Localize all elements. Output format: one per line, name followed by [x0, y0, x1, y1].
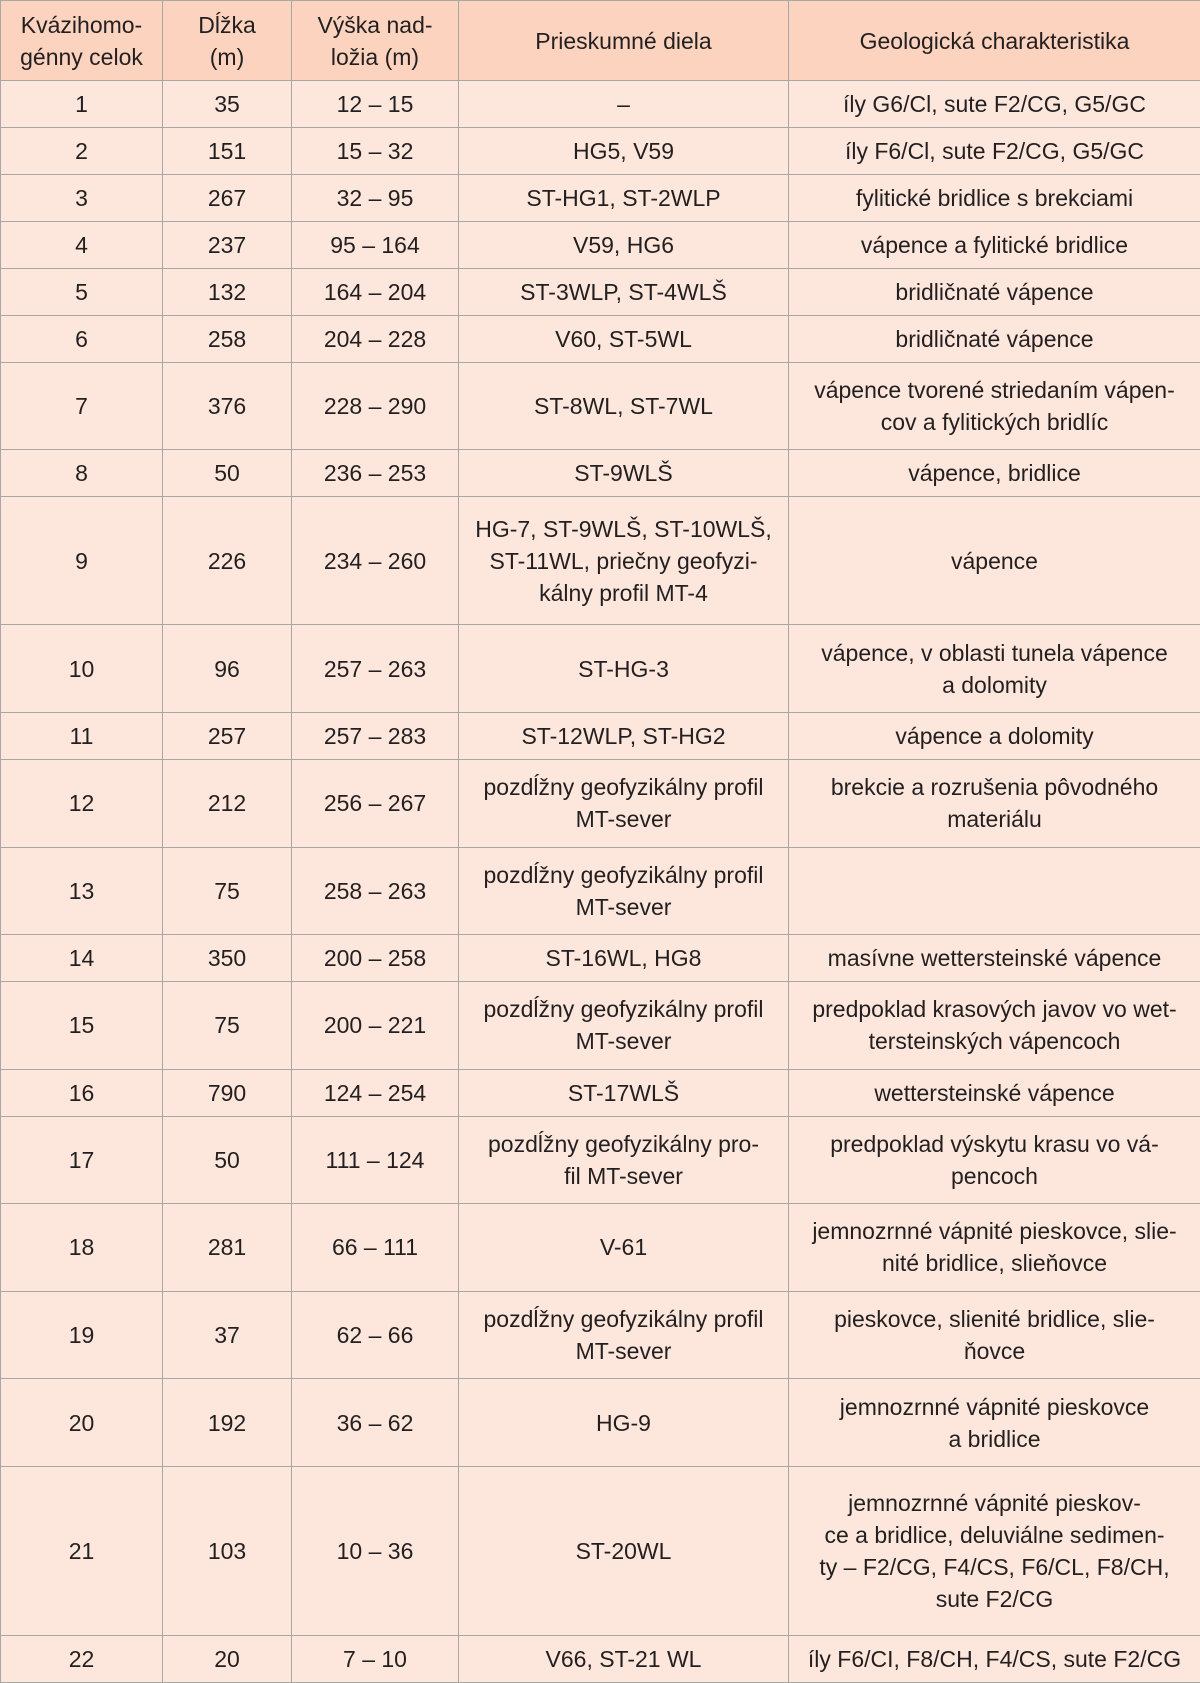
- cell-geological-characteristics: vápence tvorené striedaním vápen- cov a fylitických bridlíc: [789, 362, 1200, 450]
- cell-geological-characteristics: bridličnaté vápence: [789, 268, 1200, 315]
- cell-unit-number: 14: [1, 935, 163, 982]
- cell-overburden-height: 257 – 283: [292, 713, 459, 760]
- cell-overburden-height: 95 – 164: [292, 221, 459, 268]
- cell-overburden-height: 228 – 290: [292, 362, 459, 450]
- cell-exploration-works: ST-3WLP, ST-4WLŠ: [459, 268, 789, 315]
- cell-geological-characteristics: vápence a fylitické bridlice: [789, 221, 1200, 268]
- table-row: [1, 759, 1200, 847]
- cell-geological-characteristics: íly G6/Cl, sute F2/CG, G5/GC: [789, 81, 1200, 128]
- cell-overburden-height: 256 – 267: [292, 759, 459, 847]
- cell-length: 376: [163, 362, 292, 450]
- table-row: [1, 1204, 1200, 1292]
- cell-length: 50: [163, 450, 292, 497]
- cell-geological-characteristics: bridličnaté vápence: [789, 315, 1200, 362]
- cell-unit-number: 7: [1, 362, 163, 450]
- cell-exploration-works: ST-12WLP, ST-HG2: [459, 713, 789, 760]
- table-row: [1, 982, 1200, 1070]
- cell-exploration-works: V60, ST-5WL: [459, 315, 789, 362]
- table-row: [1, 497, 1200, 625]
- cell-unit-number: 12: [1, 759, 163, 847]
- cell-overburden-height: 12 – 15: [292, 81, 459, 128]
- cell-geological-characteristics: brekcie a rozrušenia pôvodného materiálu: [789, 759, 1200, 847]
- cell-geological-characteristics: vápence: [789, 497, 1200, 625]
- cell-length: 20: [163, 1635, 292, 1682]
- cell-overburden-height: 200 – 258: [292, 935, 459, 982]
- cell-exploration-works: ST-16WL, HG8: [459, 935, 789, 982]
- cell-overburden-height: 258 – 263: [292, 847, 459, 935]
- table-body: [1, 81, 1200, 1683]
- cell-geological-characteristics: pieskovce, slienité bridlice, slie- ňovce: [789, 1291, 1200, 1379]
- cell-length: 790: [163, 1069, 292, 1116]
- cell-overburden-height: 234 – 260: [292, 497, 459, 625]
- table-row: [1, 174, 1200, 221]
- cell-length: 212: [163, 759, 292, 847]
- cell-geological-characteristics: vápence, bridlice: [789, 450, 1200, 497]
- cell-length: 267: [163, 174, 292, 221]
- cell-length: 258: [163, 315, 292, 362]
- cell-exploration-works: pozdĺžny geofyzikálny pro- fil MT-sever: [459, 1116, 789, 1204]
- cell-unit-number: 20: [1, 1379, 163, 1467]
- cell-unit-number: 17: [1, 1116, 163, 1204]
- cell-overburden-height: 36 – 62: [292, 1379, 459, 1467]
- cell-exploration-works: ST-20WL: [459, 1466, 789, 1635]
- cell-unit-number: 15: [1, 982, 163, 1070]
- cell-geological-characteristics: vápence, v oblasti tunela vápence a dolomity: [789, 625, 1200, 713]
- cell-exploration-works: HG-7, ST-9WLŠ, ST-10WLŠ, ST-11WL, priečny geofyzi- kálny profil MT-4: [459, 497, 789, 625]
- cell-overburden-height: 62 – 66: [292, 1291, 459, 1379]
- cell-length: 75: [163, 847, 292, 935]
- cell-geological-characteristics: íly F6/Cl, sute F2/CG, G5/GC: [789, 127, 1200, 174]
- cell-unit-number: 2: [1, 127, 163, 174]
- cell-length: 237: [163, 221, 292, 268]
- cell-unit-number: 3: [1, 174, 163, 221]
- header-geological-characteristics: Geologická charakteristika: [789, 1, 1200, 81]
- table-row: [1, 1116, 1200, 1204]
- table-row: [1, 1291, 1200, 1379]
- cell-unit-number: 22: [1, 1635, 163, 1682]
- cell-length: 50: [163, 1116, 292, 1204]
- cell-length: 37: [163, 1291, 292, 1379]
- cell-overburden-height: 66 – 111: [292, 1204, 459, 1292]
- cell-length: 192: [163, 1379, 292, 1467]
- cell-geological-characteristics: wettersteinské vápence: [789, 1069, 1200, 1116]
- cell-length: 75: [163, 982, 292, 1070]
- cell-exploration-works: ST-9WLŠ: [459, 450, 789, 497]
- header-quasi-homogeneous-unit: Kvázihomo- génny celok: [1, 1, 163, 81]
- cell-exploration-works: HG-9: [459, 1379, 789, 1467]
- cell-overburden-height: 124 – 254: [292, 1069, 459, 1116]
- table-row: [1, 221, 1200, 268]
- table-row: [1, 935, 1200, 982]
- cell-exploration-works: pozdĺžny geofyzikálny profil MT-sever: [459, 759, 789, 847]
- header-exploration-works: Prieskumné diela: [459, 1, 789, 81]
- header-overburden-height: Výška nad- ložia (m): [292, 1, 459, 81]
- cell-exploration-works: V-61: [459, 1204, 789, 1292]
- cell-exploration-works: HG5, V59: [459, 127, 789, 174]
- cell-overburden-height: 257 – 263: [292, 625, 459, 713]
- cell-length: 281: [163, 1204, 292, 1292]
- cell-unit-number: 18: [1, 1204, 163, 1292]
- cell-geological-characteristics: jemnozrnné vápnité pieskovce, slie- nité bridlice, slieňovce: [789, 1204, 1200, 1292]
- cell-unit-number: 1: [1, 81, 163, 128]
- table-row: [1, 450, 1200, 497]
- cell-exploration-works: pozdĺžny geofyzikálny profil MT-sever: [459, 982, 789, 1070]
- table-row: [1, 268, 1200, 315]
- cell-exploration-works: pozdĺžny geofyzikálny profil MT-sever: [459, 847, 789, 935]
- cell-overburden-height: 7 – 10: [292, 1635, 459, 1682]
- table-row: [1, 362, 1200, 450]
- table-row: [1, 1466, 1200, 1635]
- table-row: [1, 847, 1200, 935]
- cell-unit-number: 21: [1, 1466, 163, 1635]
- cell-geological-characteristics: predpoklad krasových javov vo wet- tersteinských vápencoch: [789, 982, 1200, 1070]
- cell-geological-characteristics: predpoklad výskytu krasu vo vá- pencoch: [789, 1116, 1200, 1204]
- cell-unit-number: 11: [1, 713, 163, 760]
- cell-exploration-works: ST-HG1, ST-2WLP: [459, 174, 789, 221]
- cell-geological-characteristics: [789, 847, 1200, 935]
- cell-geological-characteristics: vápence a dolomity: [789, 713, 1200, 760]
- cell-length: 350: [163, 935, 292, 982]
- cell-unit-number: 10: [1, 625, 163, 713]
- table-row: [1, 1069, 1200, 1116]
- cell-length: 257: [163, 713, 292, 760]
- table-row: [1, 713, 1200, 760]
- cell-geological-characteristics: jemnozrnné vápnité pieskovce a bridlice: [789, 1379, 1200, 1467]
- cell-overburden-height: 236 – 253: [292, 450, 459, 497]
- cell-unit-number: 16: [1, 1069, 163, 1116]
- cell-exploration-works: V59, HG6: [459, 221, 789, 268]
- cell-exploration-works: ST-HG-3: [459, 625, 789, 713]
- cell-length: 35: [163, 81, 292, 128]
- cell-overburden-height: 32 – 95: [292, 174, 459, 221]
- cell-exploration-works: ST-8WL, ST-7WL: [459, 362, 789, 450]
- cell-length: 103: [163, 1466, 292, 1635]
- cell-exploration-works: V66, ST-21 WL: [459, 1635, 789, 1682]
- cell-geological-characteristics: masívne wettersteinské vápence: [789, 935, 1200, 982]
- cell-geological-characteristics: fylitické bridlice s brekciami: [789, 174, 1200, 221]
- cell-geological-characteristics: jemnozrnné vápnité pieskov- ce a bridlice, deluviálne sedimen- ty – F2/CG, F4/CS, F6/CL, F8/CH, sute F2/CG: [789, 1466, 1200, 1635]
- cell-geological-characteristics: íly F6/CI, F8/CH, F4/CS, sute F2/CG: [789, 1635, 1200, 1682]
- cell-overburden-height: 111 – 124: [292, 1116, 459, 1204]
- cell-overburden-height: 204 – 228: [292, 315, 459, 362]
- cell-overburden-height: 164 – 204: [292, 268, 459, 315]
- cell-length: 151: [163, 127, 292, 174]
- table-row: [1, 1635, 1200, 1682]
- cell-unit-number: 6: [1, 315, 163, 362]
- cell-overburden-height: 10 – 36: [292, 1466, 459, 1635]
- cell-unit-number: 19: [1, 1291, 163, 1379]
- cell-unit-number: 8: [1, 450, 163, 497]
- cell-exploration-works: –: [459, 81, 789, 128]
- cell-exploration-works: ST-17WLŠ: [459, 1069, 789, 1116]
- cell-length: 96: [163, 625, 292, 713]
- table-row: [1, 81, 1200, 128]
- table-header-row: [1, 1, 1200, 81]
- cell-length: 132: [163, 268, 292, 315]
- table-row: [1, 625, 1200, 713]
- cell-length: 226: [163, 497, 292, 625]
- table-row: [1, 1379, 1200, 1467]
- cell-exploration-works: pozdĺžny geofyzikálny profil MT-sever: [459, 1291, 789, 1379]
- header-length: Dĺžka (m): [163, 1, 292, 81]
- cell-unit-number: 5: [1, 268, 163, 315]
- cell-unit-number: 13: [1, 847, 163, 935]
- table-row: [1, 127, 1200, 174]
- table-row: [1, 315, 1200, 362]
- cell-overburden-height: 15 – 32: [292, 127, 459, 174]
- cell-unit-number: 4: [1, 221, 163, 268]
- cell-unit-number: 9: [1, 497, 163, 625]
- cell-overburden-height: 200 – 221: [292, 982, 459, 1070]
